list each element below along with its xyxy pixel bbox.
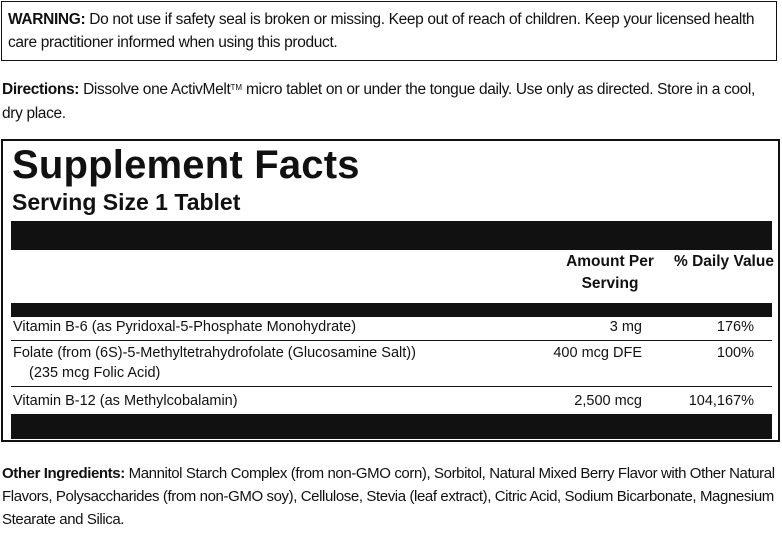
nutrient-name-main: Folate (from (6S)-5-Methyltetrahydrofolate (Glucosamine Salt)) [13,345,416,361]
warning-text: Do not use if safety seal is broken or missing. Keep out of reach of children. Keep your licensed health care practitioner informed when using this product. [8,11,755,51]
other-ingredients-label: Other Ingredients: [2,465,125,482]
directions-text-start: Dissolve one ActivMelt [83,81,231,98]
other-ingredients-paragraph [2,462,780,531]
supplement-facts-panel [1,139,780,442]
nutrient-daily-value: 104,167% [688,393,754,409]
warning-box [1,1,777,61]
nutrient-name [13,343,533,383]
header-divider-bar [11,303,772,317]
row-divider [11,386,772,387]
directions-text-end: micro tablet on or under the tongue daily. Use only as directed. Store in a cool, dry place. [2,81,755,122]
warning-label: WARNING: [8,11,86,28]
top-divider-bar [11,221,772,250]
serving-size: Serving Size 1 Tablet [12,189,241,215]
nutrient-name: Vitamin B-6 (as Pyridoxal-5-Phosphate Monohydrate) [13,319,357,335]
amount-per-serving-header: Amount Per Serving [566,253,654,292]
nutrient-daily-value: 176% [716,319,754,335]
nutrient-daily-value: 100% [716,345,754,361]
daily-value-header: % Daily Value [674,253,774,270]
facts-title: Supplement Facts [12,143,360,187]
other-ingredients-text: Mannitol Starch Complex (from non-GMO corn), Sorbitol, Natural Mixed Berry Flavor with Other Natural Flavors, Polysaccharides (from non-GMO soy), Cellulose, Stevia (leaf extract), Citric Acid, Sodium Bicarbonate, Magnesium Stearate and Silica. [2,465,775,528]
trademark-mark: TM [230,83,243,92]
directions-label: Directions: [2,81,80,98]
bottom-divider-bar [11,414,772,439]
row-divider [11,340,772,341]
directions-paragraph [2,76,778,126]
nutrient-name: Vitamin B-12 (as Methylcobalamin) [13,393,238,409]
nutrient-amount: 2,500 mcg [574,393,642,409]
nutrient-name-sub: (235 mcg Folic Acid) [29,365,161,381]
nutrient-amount: 400 mcg DFE [553,345,642,361]
nutrient-amount: 3 mg [609,319,642,335]
